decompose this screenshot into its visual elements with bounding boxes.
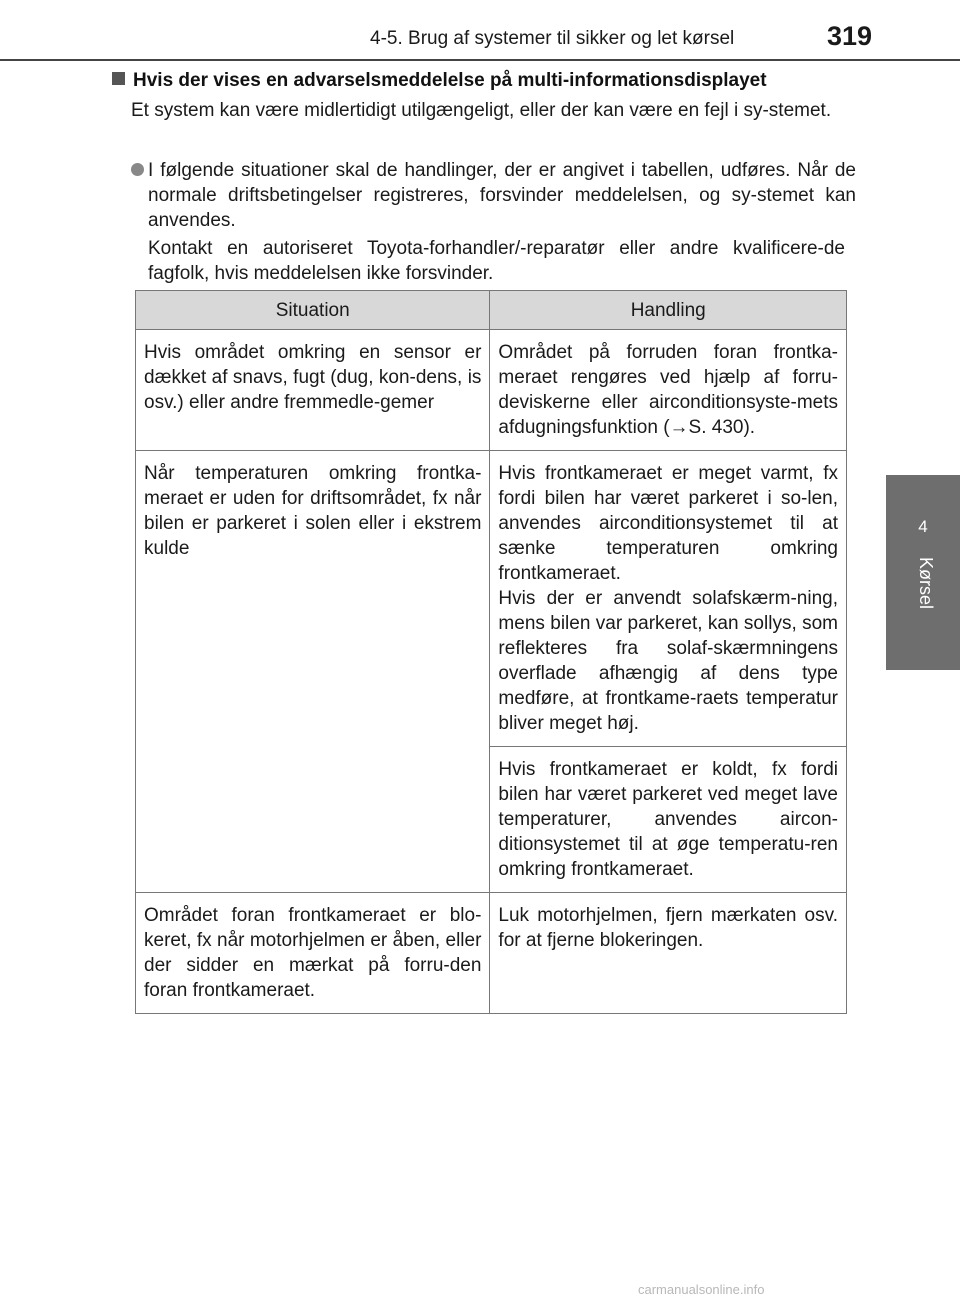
chapter-tab (886, 475, 960, 670)
intro-paragraph: Et system kan være midlertidigt utilgængeligt, eller der kan være en fejl i sy-stemet. (131, 100, 832, 121)
table-header-row (136, 291, 847, 330)
section-title: 4-5. Brug af systemer til sikker og let kørsel (370, 28, 735, 49)
action-cell: Luk motorhjelmen, fjern mærkaten osv. for at fjerne blokeringen. (490, 893, 847, 1014)
header-situation: Situation (136, 291, 490, 330)
square-bullet-icon (112, 72, 125, 85)
action-text-extra: Hvis der er anvendt solafskærm-ning, mens bilen var parkeret, kan sollys, som reflekteres fra solaf-skærmningens overflade afhængig af dens type medføre, at frontkame-raets temperatur bliver meget høj. (498, 588, 838, 734)
bullet-paragraph (131, 158, 856, 233)
header-handling: Handling (490, 291, 847, 330)
action-cell (490, 451, 847, 747)
table-row (136, 451, 847, 747)
chapter-label: Kørsel (916, 557, 936, 610)
header-rule (0, 59, 960, 61)
action-cell: Hvis frontkameraet er koldt, fx fordi bilen har været parkeret ved meget lave temperaturer, anvendes aircon-ditionsystemet til at øge temperatu-ren omkring frontkameraet. (490, 747, 847, 893)
heading-text: Hvis der vises en advarselsmeddelelse på multi-informationsdisplayet (133, 70, 767, 91)
action-cell: Området på forruden foran frontka-meraet rengøres ved hjælp af forru-deviskerne eller airconditionsyste-mets afdugningsfunktion (→S. 430). (490, 330, 847, 451)
action-text: Hvis frontkameraet er meget varmt, fx fordi bilen har været parkeret i so-len, anvendes airconditionsystemet til at sænke temperaturen omkring frontkameraet. (498, 463, 838, 584)
situation-cell: Området foran frontkameraet er blo-keret, fx når motorhjelmen er åben, eller der sidder en mærkat på forru-den foran frontkameraet. (136, 893, 490, 1014)
page-header (370, 14, 890, 54)
section-heading (112, 70, 767, 92)
situation-cell: Hvis området omkring en sensor er dækket af snavs, fugt (dug, kon-dens, is osv.) eller andre fremmedle-gemer (136, 330, 490, 451)
table-row (136, 893, 847, 1014)
situation-table (135, 290, 847, 1014)
round-bullet-icon (131, 163, 144, 176)
situation-cell: Når temperaturen omkring frontka-meraet er uden for driftsområdet, fx når bilen er parkeret i solen eller i ekstrem kulde (136, 451, 490, 893)
page-number: 319 (826, 21, 872, 51)
watermark: carmanualsonline.info (638, 1282, 765, 1297)
chapter-number: 4 (918, 517, 928, 536)
contact-paragraph: Kontakt en autoriseret Toyota-forhandler/-reparatør eller andre kvalificere-de fagfolk, hvis meddelelsen ikke forsvinder. (148, 238, 845, 284)
bullet-text: I følgende situationer skal de handlinger, der er angivet i tabellen, udføres. Når de normale driftsbetingelser registreres, forsvinder meddelelsen, og sy-stemet kan anvendes. (148, 160, 856, 231)
table-row (136, 330, 847, 451)
